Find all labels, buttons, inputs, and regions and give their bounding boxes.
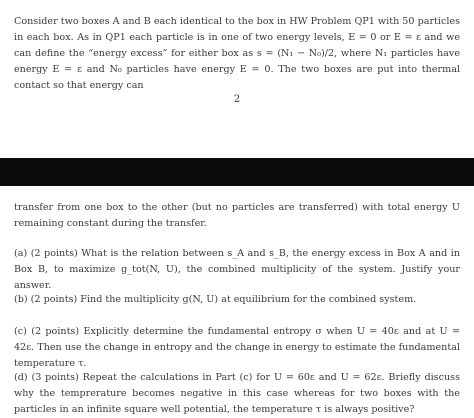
intro-paragraph: Consider two boxes A and B each identical to the box in HW Problem QP1 with 50 particles in each box. As in QP1 each particle is in one of two energy levels, E = 0 or E = ε and we can define the “energy excess” for either box as s = (N₁ − N₀)/2, where N₁ particles have energy E = ε and N₀ particles have energy E = 0. The two boxes are put into thermal contact so that energy can xyxy=(14,16,460,91)
page-bottom xyxy=(0,186,474,415)
question-part-d: (d) (3 points) Repeat the calculations in Part (c) for U = 60ε and U = 62ε. Briefly discuss why the temprerature becomes negative in this case whereas for two boxes with the particles in an infinite square well potential, the temperature τ is always positive? xyxy=(14,372,460,415)
question-part-a: (a) (2 points) What is the relation between s_A and s_B, the energy excess in Box A and in Box B, to maximize g_tot(N, U), the combined multiplicity of the system. Justify your answer. xyxy=(14,248,460,291)
page-number: 2 xyxy=(233,94,241,105)
question-part-c: (c) (2 points) Explicitly determine the fundamental entropy σ when U = 40ε and at U = 42ε. Then use the change in entropy and the change in energy to estimate the fundamental temperature τ. xyxy=(14,326,460,369)
question-part-b: (b) (2 points) Find the multiplicity g(N, U) at equilibrium for the combined system. xyxy=(14,294,417,305)
continuation-paragraph: transfer from one box to the other (but no particles are transferred) with total energy U remaining constant during the transfer. xyxy=(14,202,460,229)
page-break-bar xyxy=(0,158,474,186)
page-top xyxy=(0,0,474,158)
